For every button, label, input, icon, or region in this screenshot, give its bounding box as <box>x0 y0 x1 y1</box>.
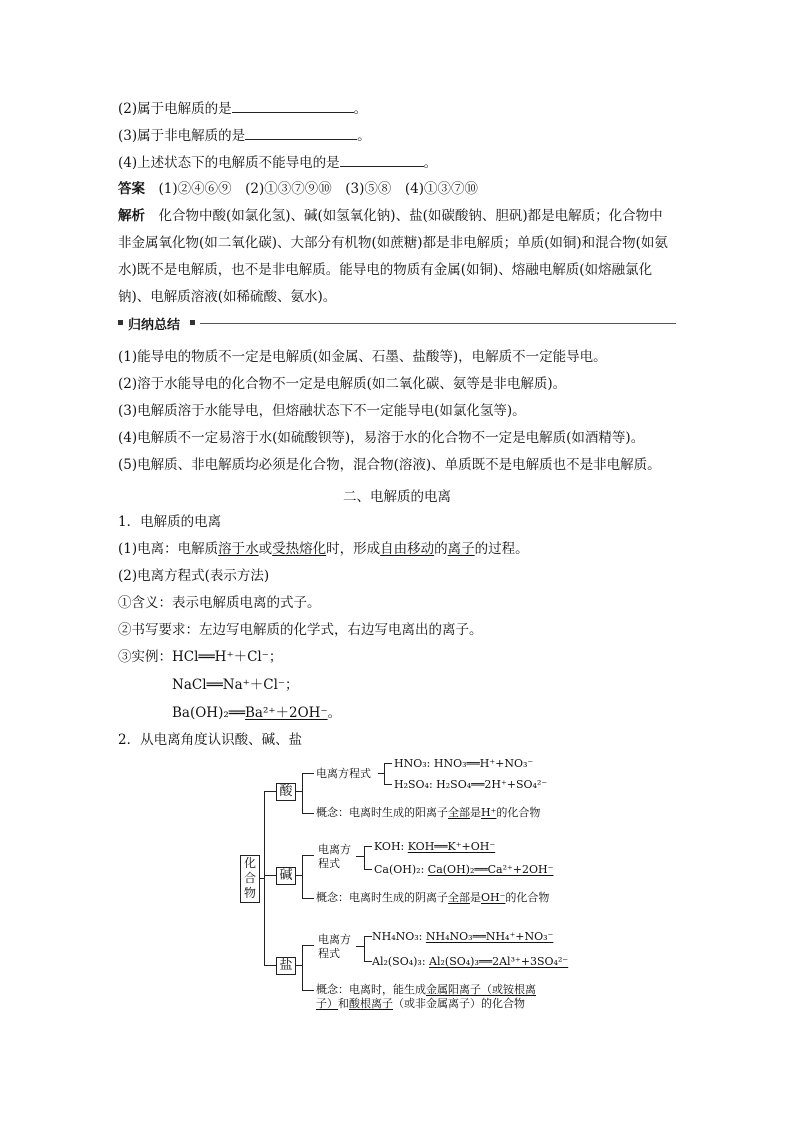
underlined-answer: 酸根离子 <box>349 997 393 1010</box>
underlined-answer: 自由移动 <box>380 541 435 557</box>
summary-item: (2)溶于水能导电的化合物不一定是电解质(如二氧化碳、氨等是非电解质)。 <box>118 376 567 392</box>
salt-concept-line-2 <box>316 997 525 1010</box>
eq-label: 电离方程式 <box>316 767 371 780</box>
salt-concept-line-1 <box>316 983 536 996</box>
text: Ba(OH)₂══ <box>172 705 246 721</box>
period: 。 <box>423 155 438 171</box>
connector <box>302 945 314 946</box>
text: 是 <box>470 891 481 904</box>
summary-item: (1)能导电的物质不一定是电解质(如金属、石墨、盐酸等)，电解质不一定能导电。 <box>118 349 607 365</box>
underlined-answer: 子） <box>316 997 338 1010</box>
divider <box>200 323 676 324</box>
hno3-equation: HNO₃: HNO₃══H⁺+NO₃⁻ <box>394 757 534 770</box>
paragraph: ①含义：表示电解质电离的式子。 <box>118 595 321 611</box>
eq-label: 电离方 <box>318 843 351 856</box>
answer-blank[interactable] <box>232 98 354 113</box>
text: Ca(OH)₂: <box>374 863 428 876</box>
connector <box>384 763 392 764</box>
analysis-text: 水)既不是电解质，也不是非电解质。能导电的物质有金属(如铜)、熔融电解质(如熔融氯化 <box>118 262 653 278</box>
underlined-answer: Ba²⁺＋2OH⁻ <box>245 705 328 721</box>
analysis-line-4 <box>118 288 336 306</box>
bracket-line <box>302 773 303 813</box>
text: 概念：电离时生成的阴离子 <box>316 891 448 904</box>
acid-box: 酸 <box>276 783 296 801</box>
paragraph: ②书写要求：左边写电解质的化学式，右边写电离出的离子。 <box>118 622 483 638</box>
text: (1)电离：电解质 <box>118 541 219 557</box>
question-2-text: (2)属于电解质的是 <box>118 101 232 117</box>
koh-equation <box>374 840 495 853</box>
text: 或 <box>258 541 273 557</box>
summary-item: (3)电解质溶于水能导电，但熔融状态下不一定能导电(如氯化氢等)。 <box>118 403 526 419</box>
h2so4-equation: H₂SO₄: H₂SO₄══2H⁺+SO₄²⁻ <box>394 778 548 791</box>
connector <box>302 813 314 814</box>
underlined-answer: Al₂(SO₄)₃══2Al³⁺+3SO₄²⁻ <box>429 955 569 968</box>
period: 。 <box>357 128 371 144</box>
analysis-text: 化合物中酸(如氯化氢)、碱(如氢氧化钠)、盐(如碳酸钠、胆矾)都是电解质；化合物中 <box>158 208 663 224</box>
base-concept <box>316 891 549 904</box>
underlined-answer: 金属阳离子（或铵根离 <box>426 983 536 996</box>
connector <box>364 869 372 870</box>
text: 概念：电离时，能生成 <box>316 983 426 996</box>
underlined-answer: H⁺ <box>481 806 497 819</box>
analysis-line-3 <box>118 261 652 279</box>
char: 物 <box>243 886 256 900</box>
underlined-answer: KOH══K⁺+OH⁻ <box>407 840 496 853</box>
nh4no3-equation <box>372 930 553 943</box>
question-3-text: (3)属于非电解质的是 <box>118 128 246 144</box>
connector <box>302 855 314 856</box>
connector <box>364 846 372 847</box>
connector <box>356 856 364 857</box>
summary-header <box>118 314 678 332</box>
text: 。 <box>327 705 342 721</box>
eq-label: 程式 <box>318 947 340 960</box>
summary-item: (5)电解质、非电解质均必须是化合物，混合物(溶液)、单质既不是电解质也不是非电解质。 <box>118 457 661 473</box>
question-3 <box>118 125 371 145</box>
underlined-answer: NH₄NO₃══NH₄⁺+NO₃⁻ <box>425 930 554 943</box>
period: 。 <box>353 101 368 117</box>
summary-item: (4)电解质不一定易溶于水(如硫酸钡等)，易溶于水的化合物不一定是电解质(如酒精等)。 <box>118 430 645 446</box>
connector <box>295 965 302 966</box>
answer-blank[interactable] <box>245 125 357 140</box>
text: 的化合物 <box>505 891 550 904</box>
underlined-answer: 受热熔化 <box>272 541 327 557</box>
underlined-answer: 溶于水 <box>218 541 259 557</box>
connector <box>264 875 276 876</box>
char: 化 <box>243 856 256 870</box>
answer-label: 答案 <box>118 181 145 197</box>
connector <box>302 990 314 991</box>
connector <box>364 936 372 937</box>
question-4 <box>118 152 437 172</box>
connector <box>264 965 276 966</box>
text: 的 <box>434 541 448 557</box>
bracket-line <box>364 846 365 869</box>
analysis-line-2 <box>118 234 668 252</box>
paragraph: (2)电离方程式(表示方法) <box>118 568 270 584</box>
answer-text: (1)②④⑥⑨ (2)①③⑦⑨⑩ (3)⑤⑧ (4)①③⑦⑩ <box>158 181 478 197</box>
subheading-2: 2．从电离角度认识酸、碱、盐 <box>118 732 303 748</box>
connector <box>302 898 314 899</box>
base-box: 碱 <box>276 867 296 885</box>
answer-line <box>118 180 478 198</box>
bracket-line <box>264 791 265 965</box>
connector <box>264 791 276 792</box>
bracket-line <box>384 763 385 784</box>
connector <box>295 791 302 792</box>
underlined-answer: 离子 <box>447 541 475 557</box>
equation-nacl: NaCl══Na⁺＋Cl⁻； <box>172 677 299 693</box>
analysis-text: 钠)、电解质溶液(如稀硫酸、氨水)。 <box>118 289 337 305</box>
connector <box>356 946 364 947</box>
eq-label: 程式 <box>318 857 340 870</box>
underlined-answer: 全部 <box>448 806 470 819</box>
al2so43-equation <box>372 955 568 968</box>
text: 和 <box>338 997 349 1010</box>
analysis-line-1 <box>118 207 663 225</box>
connector <box>295 875 302 876</box>
bracket-line <box>302 855 303 898</box>
text: 概念：电离时生成的阳离子 <box>316 806 448 819</box>
text: 是 <box>470 806 481 819</box>
question-2 <box>118 98 367 118</box>
bracket-line <box>364 936 365 961</box>
ionization-definition <box>118 540 529 558</box>
underlined-answer: Ca(OH)₂══Ca²⁺+2OH⁻ <box>427 863 554 876</box>
bracket-line <box>302 945 303 990</box>
acid-concept <box>316 806 540 819</box>
caoh2-equation <box>374 863 553 876</box>
bullet-square <box>190 320 195 325</box>
underlined-answer: OH⁻ <box>481 891 506 904</box>
compound-box <box>240 855 260 903</box>
text: Al₂(SO₄)₃: <box>372 955 430 968</box>
summary-title: 归纳总结 <box>128 318 181 333</box>
section-heading: 二、电解质的电离 <box>343 489 451 505</box>
subheading-1: 1．电解质的电离 <box>118 514 222 530</box>
text: （或非金属离子）的化合物 <box>393 997 525 1010</box>
question-4-text: (4)上述状态下的电解质不能导电的是 <box>118 155 340 171</box>
text: 时，形成 <box>326 541 381 557</box>
answer-blank[interactable] <box>340 152 424 167</box>
eq-label: 电离方 <box>318 933 351 946</box>
text: KOH: <box>374 840 408 853</box>
text: 的化合物 <box>496 806 541 819</box>
analysis-label: 解析 <box>118 208 145 224</box>
char: 合 <box>243 871 256 885</box>
connector <box>384 784 392 785</box>
equation-hcl: ③实例：HCl══H⁺＋Cl⁻； <box>118 649 283 665</box>
text: NH₄NO₃: <box>372 930 426 943</box>
connector <box>364 961 372 962</box>
equation-baoh2 <box>172 704 341 722</box>
text: 的过程。 <box>474 541 529 557</box>
connector <box>302 773 314 774</box>
bullet-square <box>118 320 123 325</box>
analysis-text: 非金属氧化物(如二氧化碳)、大部分有机物(如蔗糖)都是非电解质；单质(如铜)和混合物(如氨 <box>118 235 668 251</box>
underlined-answer: 全部 <box>448 891 470 904</box>
salt-box: 盐 <box>276 957 296 975</box>
